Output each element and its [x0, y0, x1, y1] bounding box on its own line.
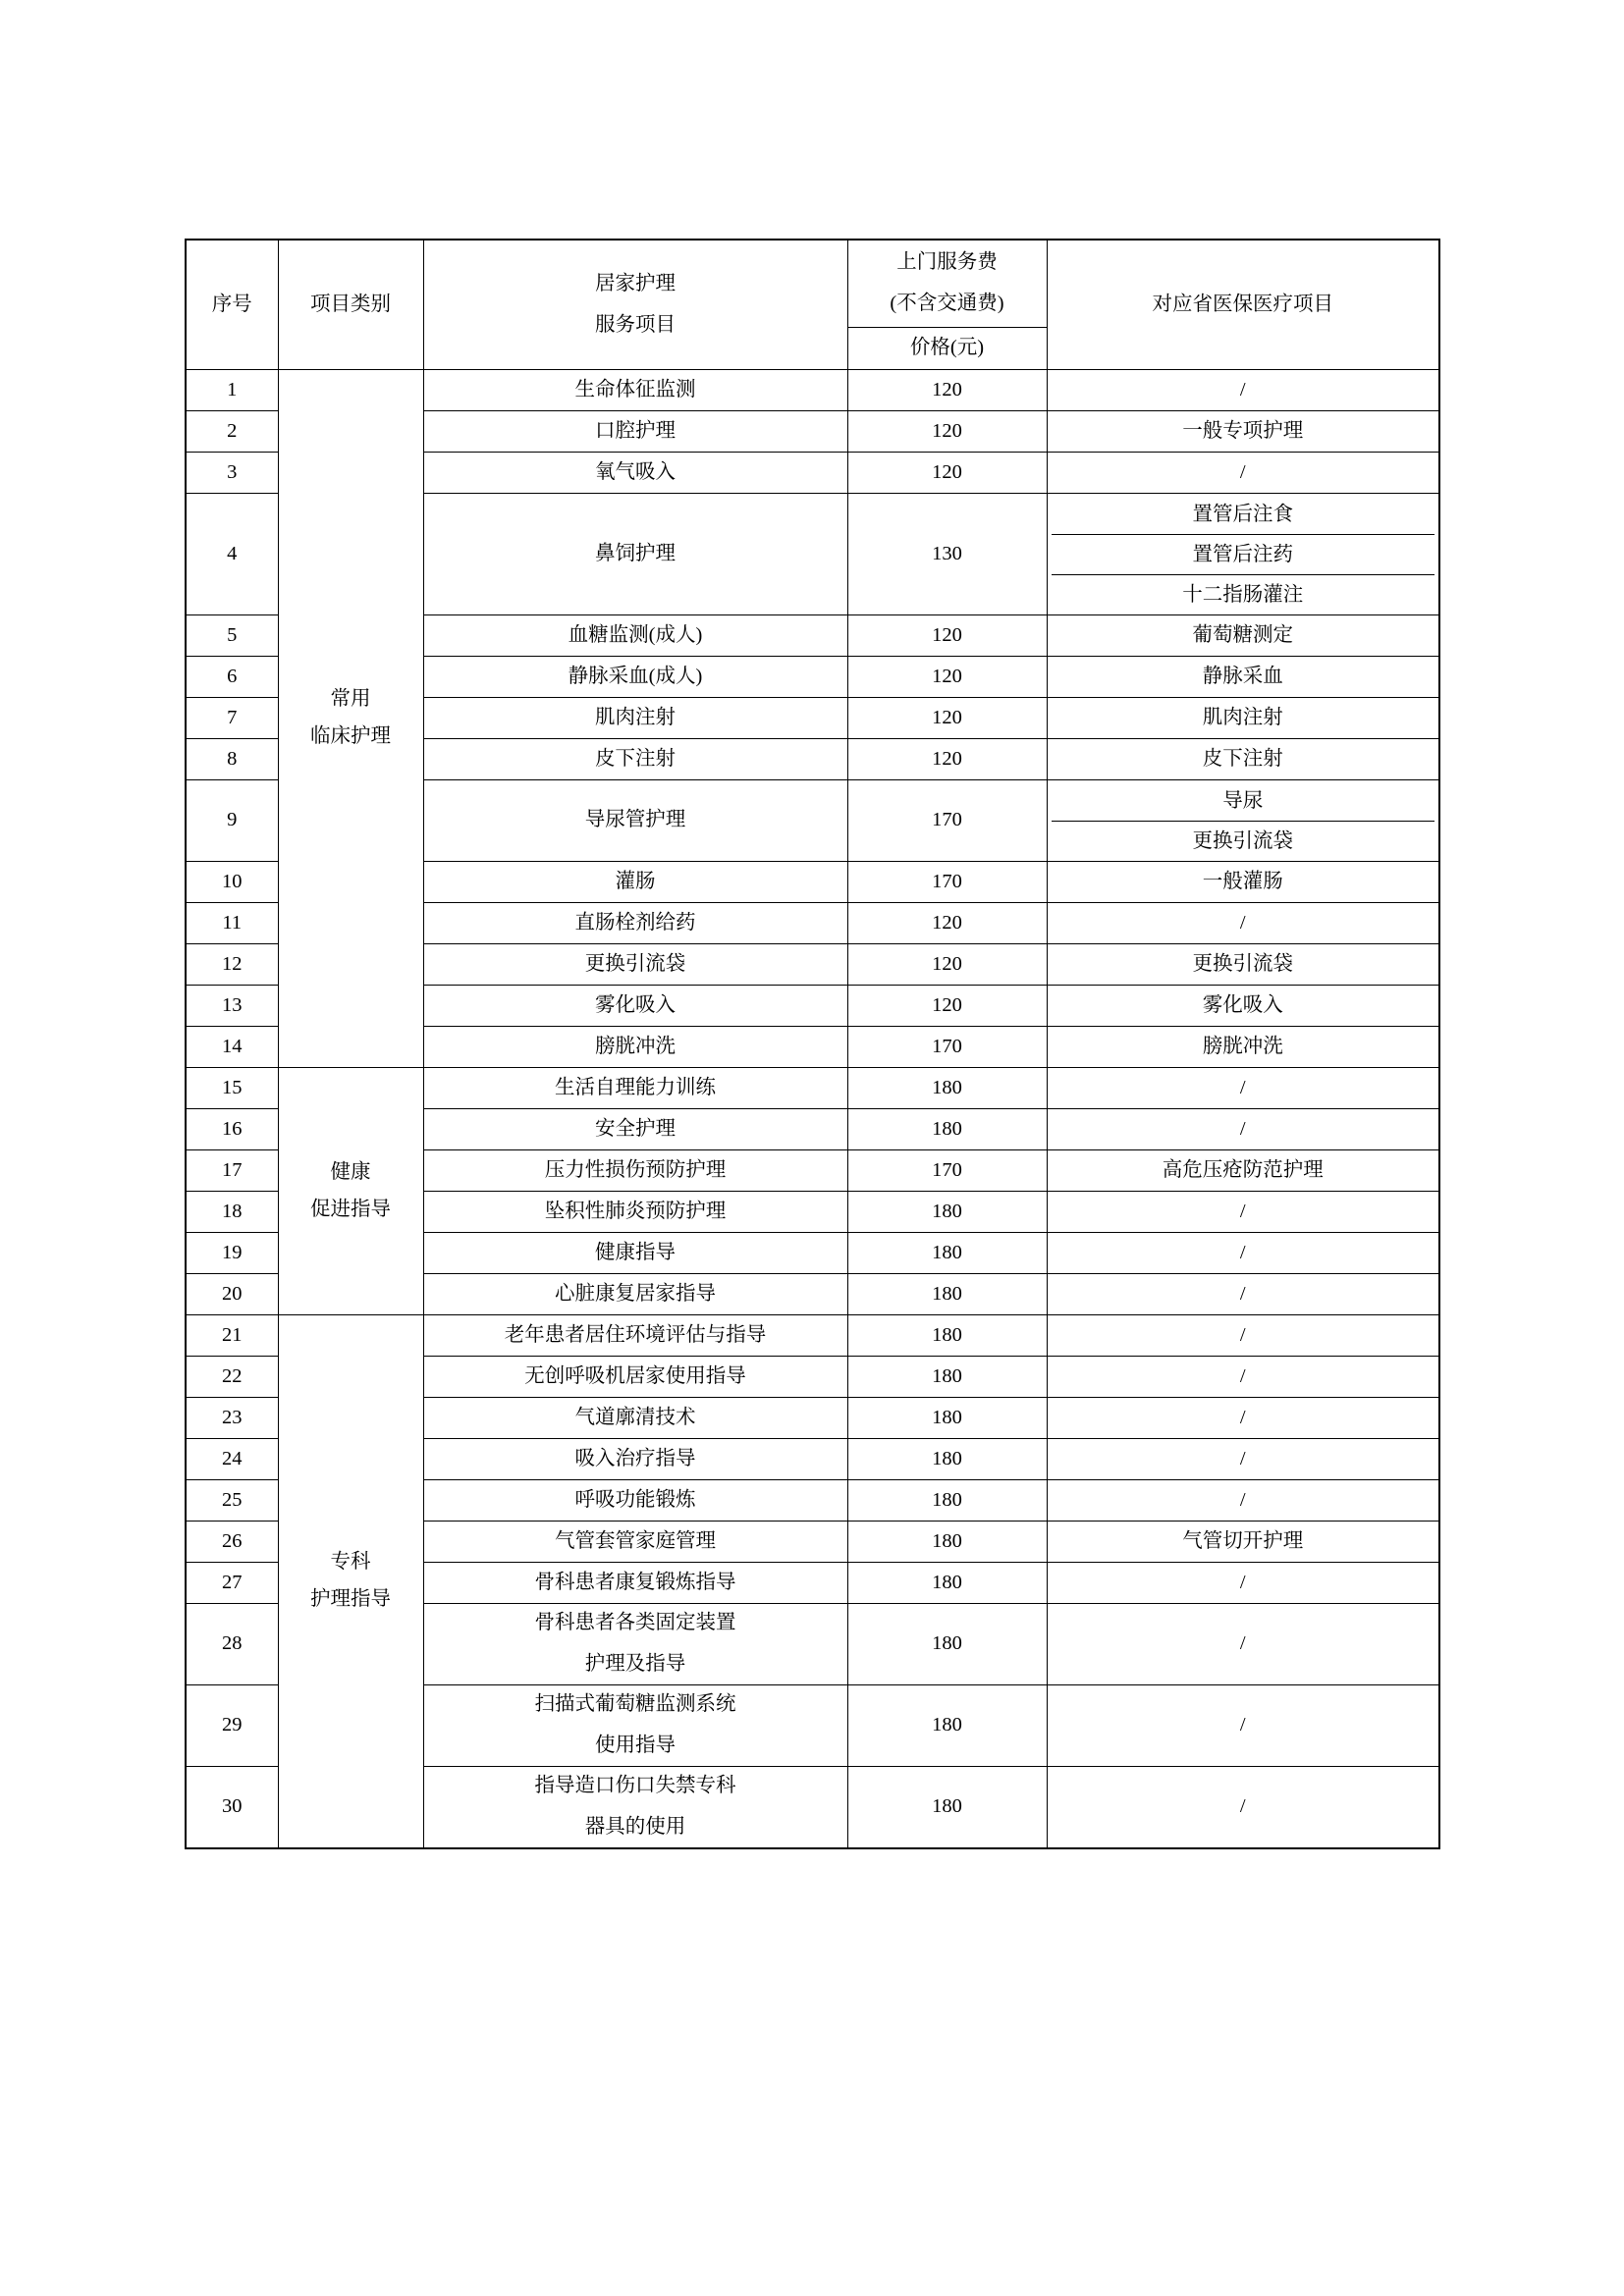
- header-row: [186, 240, 1439, 328]
- row-price: 180: [847, 1767, 1047, 1849]
- row-insurance-item: 肌肉注射: [1047, 698, 1439, 739]
- row-sequence-number: 19: [186, 1233, 278, 1274]
- header-visit-fee: [847, 240, 1047, 328]
- row-sequence-number: 7: [186, 698, 278, 739]
- row-insurance-item: [1047, 494, 1439, 615]
- row-insurance-item: /: [1047, 1109, 1439, 1150]
- row-insurance-sub-item: 置管后注药: [1052, 535, 1435, 575]
- row-insurance-item: /: [1047, 1767, 1439, 1849]
- row-service-item-line1: 指导造口伤口失禁专科: [534, 1775, 736, 1797]
- row-service-item: 生命体征监测: [423, 370, 847, 411]
- row-sequence-number: 28: [186, 1604, 278, 1685]
- row-sequence-number: 11: [186, 903, 278, 944]
- row-price: 170: [847, 862, 1047, 903]
- row-price: 130: [847, 494, 1047, 615]
- row-service-item: 生活自理能力训练: [423, 1068, 847, 1109]
- row-insurance-item: 静脉采血: [1047, 657, 1439, 698]
- row-insurance-item: 一般专项护理: [1047, 411, 1439, 453]
- nursing-price-table-container: [185, 239, 1438, 1849]
- row-insurance-item: 雾化吸入: [1047, 986, 1439, 1027]
- row-category: [278, 1315, 423, 1849]
- row-price: 120: [847, 453, 1047, 494]
- row-sequence-number: 15: [186, 1068, 278, 1109]
- row-category: [278, 1068, 423, 1315]
- row-service-item: 坠积性肺炎预防护理: [423, 1192, 847, 1233]
- header-price-unit: 价格(元): [847, 328, 1047, 370]
- row-sequence-number: 29: [186, 1685, 278, 1767]
- row-service-item-line2: 护理及指导: [584, 1653, 686, 1675]
- row-category: [278, 370, 423, 1068]
- header-insurance-item: 对应省医保医疗项目: [1047, 240, 1439, 370]
- row-service-item-line2: 使用指导: [595, 1735, 676, 1756]
- row-service-item: 导尿管护理: [423, 780, 847, 862]
- header-service-item-line2: 服务项目: [595, 313, 676, 336]
- row-price: 120: [847, 657, 1047, 698]
- row-category-line1: 专科: [330, 1551, 371, 1574]
- row-insurance-item: /: [1047, 1685, 1439, 1767]
- row-service-item: 皮下注射: [423, 739, 847, 780]
- row-price: 170: [847, 1027, 1047, 1068]
- row-service-item: 血糖监测(成人): [423, 615, 847, 657]
- row-service-item: 无创呼吸机居家使用指导: [423, 1357, 847, 1398]
- row-insurance-item: /: [1047, 1315, 1439, 1357]
- row-service-item: 骨科患者康复锻炼指导: [423, 1563, 847, 1604]
- row-service-item: 膀胱冲洗: [423, 1027, 847, 1068]
- row-price: 180: [847, 1480, 1047, 1522]
- row-sequence-number: 3: [186, 453, 278, 494]
- row-service-item: 直肠栓剂给药: [423, 903, 847, 944]
- row-insurance-sub-item: 置管后注食: [1052, 495, 1435, 535]
- row-sequence-number: 2: [186, 411, 278, 453]
- row-sequence-number: 30: [186, 1767, 278, 1849]
- row-price: 180: [847, 1522, 1047, 1563]
- row-service-item: [423, 1685, 847, 1767]
- row-price: 170: [847, 1150, 1047, 1192]
- header-seq: 序号: [186, 240, 278, 370]
- row-insurance-item: 一般灌肠: [1047, 862, 1439, 903]
- row-service-item: 吸入治疗指导: [423, 1439, 847, 1480]
- row-insurance-item: 高危压疮防范护理: [1047, 1150, 1439, 1192]
- row-service-item: 静脉采血(成人): [423, 657, 847, 698]
- header-service-item: [423, 240, 847, 370]
- row-service-item: 气管套管家庭管理: [423, 1522, 847, 1563]
- row-price: 120: [847, 903, 1047, 944]
- table-row: [186, 1068, 1439, 1109]
- row-sequence-number: 26: [186, 1522, 278, 1563]
- row-sequence-number: 20: [186, 1274, 278, 1315]
- row-sequence-number: 23: [186, 1398, 278, 1439]
- row-price: 120: [847, 698, 1047, 739]
- header-category: 项目类别: [278, 240, 423, 370]
- row-insurance-sub-item: 十二指肠灌注: [1182, 583, 1304, 606]
- row-price: 120: [847, 986, 1047, 1027]
- row-service-item: 压力性损伤预防护理: [423, 1150, 847, 1192]
- header-visit-fee-line2: (不含交通费): [890, 293, 1004, 314]
- row-sequence-number: 21: [186, 1315, 278, 1357]
- row-service-item: 肌肉注射: [423, 698, 847, 739]
- row-insurance-item: 皮下注射: [1047, 739, 1439, 780]
- row-insurance-item: /: [1047, 903, 1439, 944]
- row-insurance-item: /: [1047, 1604, 1439, 1685]
- row-sequence-number: 22: [186, 1357, 278, 1398]
- row-sequence-number: 16: [186, 1109, 278, 1150]
- row-service-item-line1: 骨科患者各类固定装置: [534, 1612, 736, 1634]
- row-insurance-item: /: [1047, 1357, 1439, 1398]
- row-insurance-item: /: [1047, 1068, 1439, 1109]
- table-row: [186, 1315, 1439, 1357]
- row-sequence-number: 18: [186, 1192, 278, 1233]
- row-price: 180: [847, 1233, 1047, 1274]
- row-price: 180: [847, 1357, 1047, 1398]
- row-sequence-number: 10: [186, 862, 278, 903]
- row-insurance-item: [1047, 780, 1439, 862]
- row-insurance-item: /: [1047, 453, 1439, 494]
- row-insurance-item: /: [1047, 1233, 1439, 1274]
- row-service-item: 安全护理: [423, 1109, 847, 1150]
- row-service-item: 灌肠: [423, 862, 847, 903]
- row-service-item: 健康指导: [423, 1233, 847, 1274]
- row-service-item: 老年患者居住环境评估与指导: [423, 1315, 847, 1357]
- row-sequence-number: 8: [186, 739, 278, 780]
- row-price: 120: [847, 370, 1047, 411]
- row-category-line1: 常用: [330, 688, 371, 711]
- table-row: [186, 370, 1439, 411]
- row-price: 170: [847, 780, 1047, 862]
- row-service-item: 口腔护理: [423, 411, 847, 453]
- row-service-item-line2: 器具的使用: [584, 1816, 686, 1838]
- row-price: 180: [847, 1439, 1047, 1480]
- row-price: 180: [847, 1192, 1047, 1233]
- row-price: 180: [847, 1685, 1047, 1767]
- row-price: 180: [847, 1274, 1047, 1315]
- row-sequence-number: 6: [186, 657, 278, 698]
- row-insurance-sub-item: 导尿: [1052, 781, 1435, 822]
- header-visit-fee-line1: 上门服务费: [896, 251, 998, 274]
- row-sequence-number: 27: [186, 1563, 278, 1604]
- row-price: 180: [847, 1604, 1047, 1685]
- row-price: 120: [847, 944, 1047, 986]
- row-service-item: 氧气吸入: [423, 453, 847, 494]
- row-insurance-item: /: [1047, 1398, 1439, 1439]
- row-service-item: [423, 1767, 847, 1849]
- row-insurance-item: /: [1047, 1274, 1439, 1315]
- row-sequence-number: 5: [186, 615, 278, 657]
- row-insurance-item: /: [1047, 1563, 1439, 1604]
- row-sequence-number: 24: [186, 1439, 278, 1480]
- row-price: 120: [847, 739, 1047, 780]
- row-service-item: 鼻饲护理: [423, 494, 847, 615]
- row-price: 180: [847, 1109, 1047, 1150]
- row-sequence-number: 14: [186, 1027, 278, 1068]
- row-insurance-sub-item: 更换引流袋: [1192, 829, 1293, 852]
- row-sequence-number: 17: [186, 1150, 278, 1192]
- row-insurance-item: 膀胱冲洗: [1047, 1027, 1439, 1068]
- row-price: 180: [847, 1315, 1047, 1357]
- row-category-line2: 护理指导: [310, 1588, 391, 1610]
- home-nursing-service-price-table: [185, 239, 1440, 1849]
- row-category-line1: 健康: [330, 1160, 371, 1183]
- header-service-item-line1: 居家护理: [595, 272, 676, 294]
- row-price: 120: [847, 411, 1047, 453]
- row-service-item-line1: 扫描式葡萄糖监测系统: [534, 1693, 736, 1716]
- row-category-line2: 临床护理: [310, 725, 391, 747]
- row-insurance-item: /: [1047, 1439, 1439, 1480]
- row-service-item: 雾化吸入: [423, 986, 847, 1027]
- row-sequence-number: 12: [186, 944, 278, 986]
- row-service-item: 气道廓清技术: [423, 1398, 847, 1439]
- row-price: 180: [847, 1563, 1047, 1604]
- row-price: 120: [847, 615, 1047, 657]
- row-insurance-item: /: [1047, 370, 1439, 411]
- row-sequence-number: 25: [186, 1480, 278, 1522]
- row-service-item: 心脏康复居家指导: [423, 1274, 847, 1315]
- row-sequence-number: 4: [186, 494, 278, 615]
- row-service-item: [423, 1604, 847, 1685]
- row-insurance-item: 葡萄糖测定: [1047, 615, 1439, 657]
- row-price: 180: [847, 1068, 1047, 1109]
- table-header: [186, 240, 1439, 370]
- row-sequence-number: 1: [186, 370, 278, 411]
- row-insurance-item: /: [1047, 1192, 1439, 1233]
- row-insurance-item: 更换引流袋: [1047, 944, 1439, 986]
- row-insurance-item: /: [1047, 1480, 1439, 1522]
- row-sequence-number: 13: [186, 986, 278, 1027]
- table-body: [186, 370, 1439, 1849]
- row-service-item: 呼吸功能锻炼: [423, 1480, 847, 1522]
- row-service-item: 更换引流袋: [423, 944, 847, 986]
- row-sequence-number: 9: [186, 780, 278, 862]
- row-category-line2: 促进指导: [310, 1198, 391, 1220]
- row-insurance-item: 气管切开护理: [1047, 1522, 1439, 1563]
- row-price: 180: [847, 1398, 1047, 1439]
